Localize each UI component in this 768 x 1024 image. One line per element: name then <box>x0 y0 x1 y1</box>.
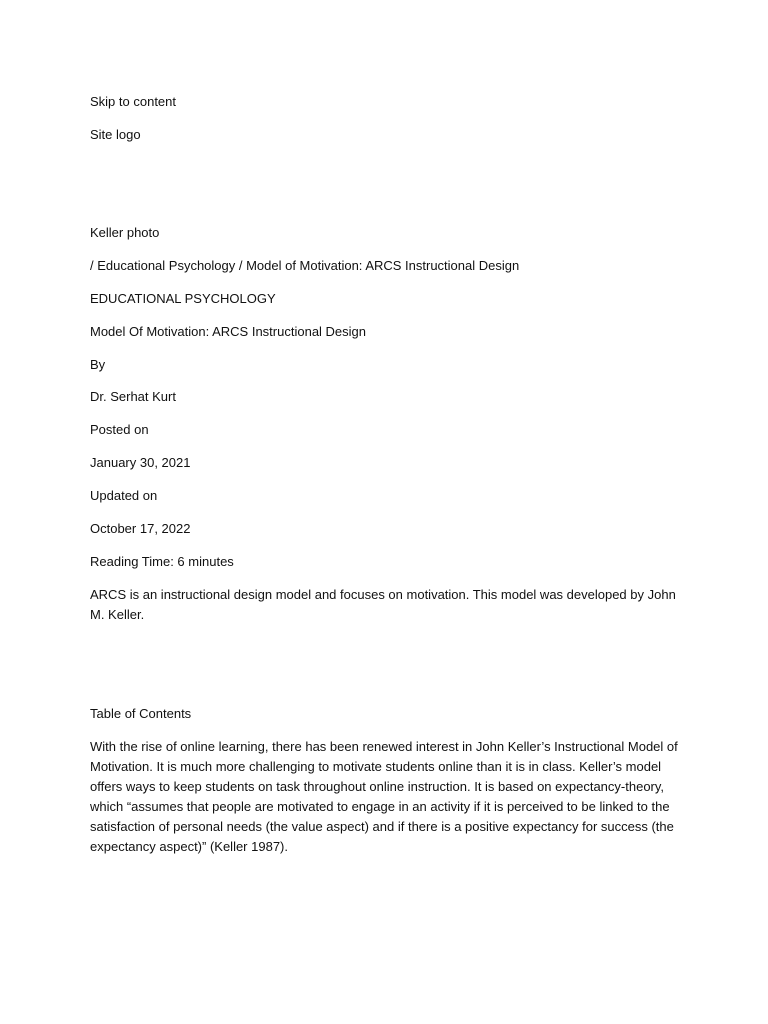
updated-on-label: Updated on <box>90 488 158 503</box>
body-paragraph: With the rise of online learning, there has been renewed interest in John Keller’s Instructional Model of Motivation. It is much more challenging to motivate students online than it is in class. Keller’s model offers ways to keep students on task throughout online instruction. It is based on expectancy-theory, which “assumes that people are motivated to engage in an activity if it is perceived to be linked to the satisfaction of personal needs (the value aspect) and if there is a positive expectancy for success (the expectancy aspect)” (Keller 1987). <box>90 739 678 854</box>
skip-to-content-link[interactable]: Skip to content <box>90 94 176 109</box>
breadcrumb[interactable]: / Educational Psychology / Model of Motivation: ARCS Instructional Design <box>90 258 520 273</box>
featured-image-alt-text: Keller photo <box>90 225 160 240</box>
page-title: Model Of Motivation: ARCS Instructional Design <box>90 324 367 339</box>
intro-paragraph: ARCS is an instructional design model and focuses on motivation. This model was developed by John M. Keller. <box>90 587 676 622</box>
reading-time: Reading Time: 6 minutes <box>90 554 234 569</box>
author-name[interactable]: Dr. Serhat Kurt <box>90 389 176 404</box>
posted-date: January 30, 2021 <box>90 455 191 470</box>
table-of-contents-toggle[interactable]: Table of Contents <box>90 706 192 721</box>
by-label: By <box>90 357 106 372</box>
site-logo[interactable]: Site logo <box>90 127 141 142</box>
posted-on-label: Posted on <box>90 422 149 437</box>
category-label[interactable]: EDUCATIONAL PSYCHOLOGY <box>90 291 276 306</box>
updated-date: October 17, 2022 <box>90 521 191 536</box>
